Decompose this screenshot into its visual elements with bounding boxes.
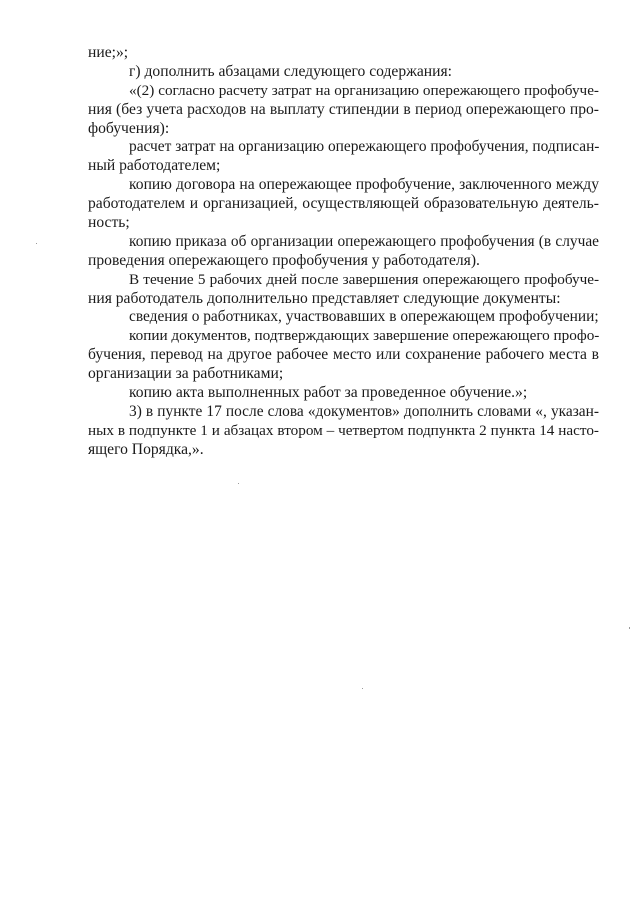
scan-speck — [362, 688, 363, 689]
text-line-6: расчет затрат на организацию опережающего профобучения, подписан- — [129, 138, 600, 156]
text-line-7: ный работодателем; — [88, 157, 221, 175]
text-line-4: ния (без учета расходов на выплату стипендии в период опережающего про- — [88, 100, 599, 118]
text-line-9: работодателем и организацией, осуществляющей образовательную деятель- — [88, 195, 599, 213]
text-line-1: ние;»; — [88, 44, 129, 61]
scan-speck — [36, 243, 37, 244]
text-line-19: копию акта выполненных работ за проведенное обучение.»; — [129, 384, 528, 402]
text-line-18: организации за работниками; — [88, 365, 284, 383]
document-body — [88, 44, 599, 460]
text-line-13: В течение 5 рабочих дней после завершения опережающего профобуче- — [129, 270, 599, 288]
text-line-17: бучения, перевод на другое рабочее место или сохранение рабочего места в — [88, 346, 599, 364]
text-line-21: ных в подпункте 1 и абзацах втором – четвертом подпункта 2 пункта 14 насто- — [88, 421, 599, 439]
scan-speck — [629, 627, 630, 629]
text-line-5: фобучения): — [88, 119, 170, 137]
text-line-11: копию приказа об организации опережающего профобучения (в случае — [129, 232, 599, 250]
text-line-20: 3) в пункте 17 после слова «документов» дополнить словами «, указан- — [129, 402, 599, 420]
text-line-2: г) дополнить абзацами следующего содержания: — [129, 62, 453, 80]
text-line-8: копию договора на опережающее профобучение, заключенного между — [129, 176, 599, 194]
text-line-10: ность; — [88, 214, 130, 232]
text-line-22: ящего Порядка,». — [88, 440, 204, 458]
text-line-16: копии документов, подтверждающих завершение опережающего профо- — [129, 327, 600, 345]
text-line-3: «(2) согласно расчету затрат на организацию опережающего профобуче- — [129, 81, 599, 99]
scan-speck — [238, 483, 239, 484]
text-line-14: ния работодатель дополнительно представляет следующие документы: — [88, 289, 561, 307]
text-line-12: проведения опережающего профобучения у работодателя). — [88, 251, 480, 269]
text-line-15: сведения о работниках, участвовавших в опережающем профобучении; — [129, 308, 599, 326]
